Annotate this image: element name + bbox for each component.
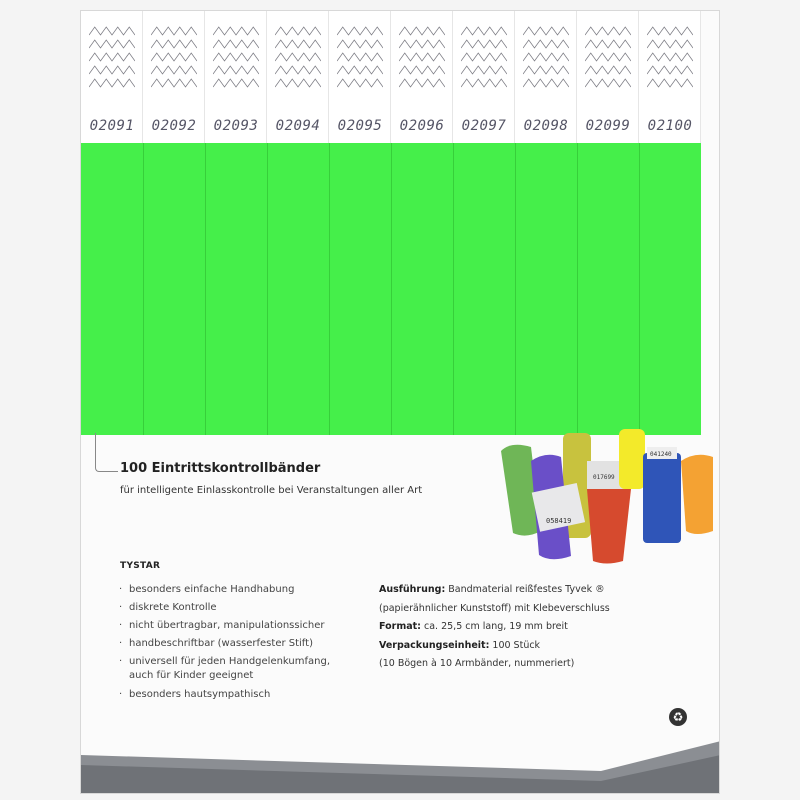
security-wave-pattern (213, 21, 259, 91)
feature-item (119, 635, 330, 653)
wristband-tab (81, 11, 143, 159)
spec-ausfuehrung-label: Ausführung: (379, 584, 446, 595)
feature-text: handbeschriftbar (wasserfester Stift) (129, 638, 313, 649)
spec-vpe-value2: (10 Bögen à 10 Armbänder, nummeriert) (379, 658, 575, 669)
tab-number: 02094 (275, 118, 321, 134)
perforation-seam (453, 143, 454, 435)
perforation-seam (515, 143, 516, 435)
tab-number: 02098 (523, 118, 569, 134)
product-title: 100 Eintrittskontrollbänder (120, 461, 321, 476)
tab-number: 02092 (151, 118, 197, 134)
specifications (379, 581, 610, 674)
perforation-seam (329, 143, 330, 435)
wristband-tab (205, 11, 267, 159)
green-wristband-sheet (81, 143, 701, 435)
wristband-tab (143, 11, 205, 159)
recycle-icon: ♻ (669, 708, 687, 726)
perforation-seam (391, 143, 392, 435)
product-package (80, 10, 720, 794)
numbered-tab-strip (81, 11, 701, 159)
spec-ausfuehrung-value2: (papierähnlicher Kunststoff) mit Klebeverschluss (379, 602, 610, 614)
brand-name: TYSTAR (120, 561, 161, 571)
wristband-tab (267, 11, 329, 159)
wristband-photo (491, 421, 713, 566)
spec-format-value: ca. 25,5 cm lang, 19 mm breit (424, 621, 568, 632)
tab-number: 02100 (647, 118, 693, 134)
wristband-tab (453, 11, 515, 159)
tab-number: 02095 (337, 118, 383, 134)
wristband-tab (577, 11, 639, 159)
tab-number: 02093 (213, 118, 259, 134)
spec-vpe-label: Verpackungseinheit: (379, 639, 490, 651)
feature-item (119, 686, 330, 704)
perforation-seam (143, 143, 144, 435)
bottom-gray-band (81, 741, 720, 794)
security-wave-pattern (585, 21, 631, 91)
spec-ausfuehrung-value: Bandmaterial reißfestes Tyvek ® (448, 584, 605, 595)
spec-vpe-value: 100 Stück (492, 639, 541, 651)
feature-item (119, 581, 330, 599)
photo-label-blue: 041240 (650, 451, 672, 458)
bullet-icon: · (119, 656, 123, 667)
wristband-tab (329, 11, 391, 159)
bullet-icon: · (119, 638, 123, 649)
bullet-icon: · (119, 602, 123, 613)
perforation-seam (577, 143, 578, 435)
photo-band-blue (643, 453, 681, 543)
photo-band-orange (681, 455, 713, 534)
security-wave-pattern (89, 21, 135, 91)
photo-band-red (587, 489, 631, 564)
perforation-seam (639, 143, 640, 435)
perforation-seam (205, 143, 206, 435)
tab-number: 02096 (399, 118, 445, 134)
title-connector-line (95, 433, 118, 472)
tab-number: 02091 (89, 118, 135, 134)
security-wave-pattern (275, 21, 321, 91)
security-wave-pattern (647, 21, 693, 91)
photo-band-yellow2 (619, 429, 645, 489)
spec-format-label: Format: (379, 621, 421, 632)
bullet-icon: · (119, 584, 123, 595)
feature-item (119, 599, 330, 617)
wristband-tab (391, 11, 453, 159)
feature-text: besonders einfache Handhabung (129, 584, 295, 595)
tab-number: 02097 (461, 118, 507, 134)
feature-list (119, 581, 330, 704)
feature-text: universell für jeden Handgelenkumfang, (129, 656, 331, 667)
bullet-icon: · (119, 689, 123, 700)
wristband-tab (515, 11, 577, 159)
wristband-tab (639, 11, 701, 159)
security-wave-pattern (151, 21, 197, 91)
security-wave-pattern (523, 21, 569, 91)
tab-number: 02099 (585, 118, 631, 134)
bullet-icon: · (119, 620, 123, 631)
security-wave-pattern (337, 21, 383, 91)
feature-item (119, 617, 330, 635)
product-subtitle: für intelligente Einlasskontrolle bei Veranstaltungen aller Art (120, 485, 423, 496)
photo-label-purple: 058419 (546, 517, 572, 525)
feature-text: nicht übertragbar, manipulationssicher (129, 620, 325, 631)
feature-item-continuation: auch für Kinder geeignet (129, 670, 254, 681)
security-wave-pattern (461, 21, 507, 91)
security-wave-pattern (399, 21, 445, 91)
feature-text: besonders hautsympathisch (129, 689, 271, 700)
photo-label-red: 017699 (593, 474, 615, 481)
feature-text: diskrete Kontrolle (129, 602, 217, 613)
perforation-seam (267, 143, 268, 435)
